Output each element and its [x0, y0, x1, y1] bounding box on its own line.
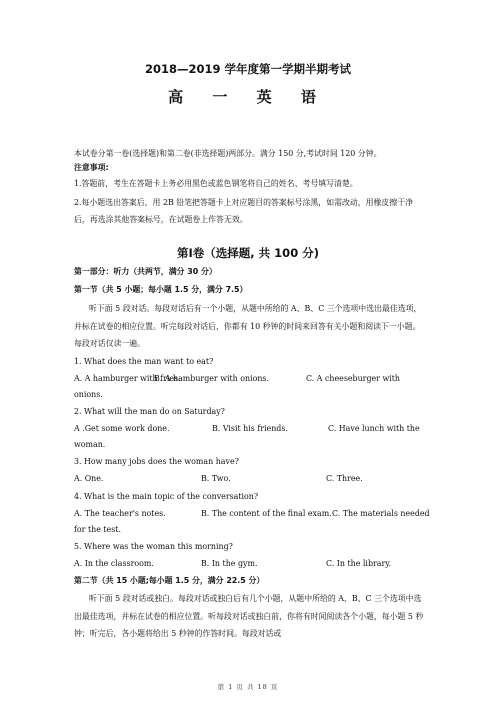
section2-heading: 第二节（共 15 小题;每小题 1.5 分，满分 22.5 分） — [74, 576, 265, 585]
exam-subject: 高 一 英 语 — [168, 88, 328, 106]
question-2: 2. What will the man do on Saturday? — [74, 407, 225, 416]
option-a: A. The teacher's notes. — [74, 509, 166, 518]
question-3-options — [74, 473, 424, 485]
question-4-options — [74, 508, 430, 520]
question-2-options — [74, 423, 424, 435]
option-c: C. Have lunch with the — [328, 424, 420, 433]
notice-item-2: 2.每小题选出答案后，用 2B 铅笔把答题卡上对应题目的答案标号涂黑，如需改动，用橡皮擦干净后，再选涂其他答案标号，在试题卷上作答无效。 — [74, 198, 413, 224]
option-b: B. In the gym. — [201, 559, 258, 568]
option-a: A .Get some work done. — [74, 424, 170, 433]
question-1: 1. What does the man want to eat? — [74, 357, 214, 366]
option-c: C. The materials needed — [332, 509, 430, 518]
question-5: 5. Where was the woman this morning? — [74, 542, 233, 551]
part1-heading: 第一部分：听力（共两节，满分 30 分） — [74, 267, 217, 276]
option-a: A. One. — [74, 474, 104, 483]
section2-instructions: 听下面 5 段对话或独白。每段对话或独白后有几个小题，从题中所给的 A、B、C 三个选项中选出最佳选项，并标在试卷的相应位置。听每段对话或独白前，你将有时间阅读各个小题，每小题 5 秒钟；听完后，各小题将给出 5 秒钟的作答时间。每段对话或 — [74, 594, 424, 638]
section1-instructions: 听下面 5 段对话。每段对话后有一个小题，从题中所给的 A、B、C 三个选项中选出最佳选项，并标在试卷的相应位置。听完每段对话后，你都有 10 秒钟的时间来回答有关小题和阅读下一小题。每段对话仅读一遍。 — [74, 304, 422, 348]
notice-item-1: 1.答题前，考生在答题卡上务必用黑色或蓝色钢笔将自己的姓名、考号填写清楚。 — [74, 179, 358, 188]
option-c: C. A cheeseburger with — [306, 374, 400, 383]
option-c: C. In the library. — [326, 559, 392, 568]
exam-title: 2018—2019 学年度第一学期半期考试 — [144, 62, 352, 76]
option-b: B. The content of the final exam. — [201, 509, 332, 518]
question-1-cont: onions. — [74, 390, 103, 399]
option-c: C. Three. — [326, 474, 363, 483]
option-b: B. Visit his friends. — [212, 424, 288, 433]
question-4: 4. What is the main topic of the conversation? — [74, 492, 259, 501]
option-a: A. In the classroom. — [74, 559, 154, 568]
question-3: 3. How many jobs does the woman have? — [74, 457, 239, 466]
question-1-options — [74, 373, 424, 385]
question-4-cont: for the test. — [74, 525, 121, 534]
section1-heading: 第一节（共 5 小题；每小题 1.5 分，满分 7.5） — [74, 285, 248, 294]
option-b: B. Two. — [201, 474, 231, 483]
option-a: A. A hamburger with fries. — [74, 374, 181, 383]
question-2-cont: woman. — [74, 440, 106, 449]
option-b: B. A hamburger with onions. — [154, 374, 269, 383]
volume-heading: 第Ⅰ卷（选择题, 共 100 分) — [177, 246, 319, 260]
question-5-options — [74, 558, 424, 570]
intro-text: 本试卷分第一卷(选择题)和第二卷(非选择题)两部分。满分 150 分,考试时间 120 分钟。 — [74, 149, 382, 158]
page-footer: 第 1 页 共 18 页 — [217, 683, 279, 691]
notice-heading: 注意事项: — [74, 163, 109, 172]
